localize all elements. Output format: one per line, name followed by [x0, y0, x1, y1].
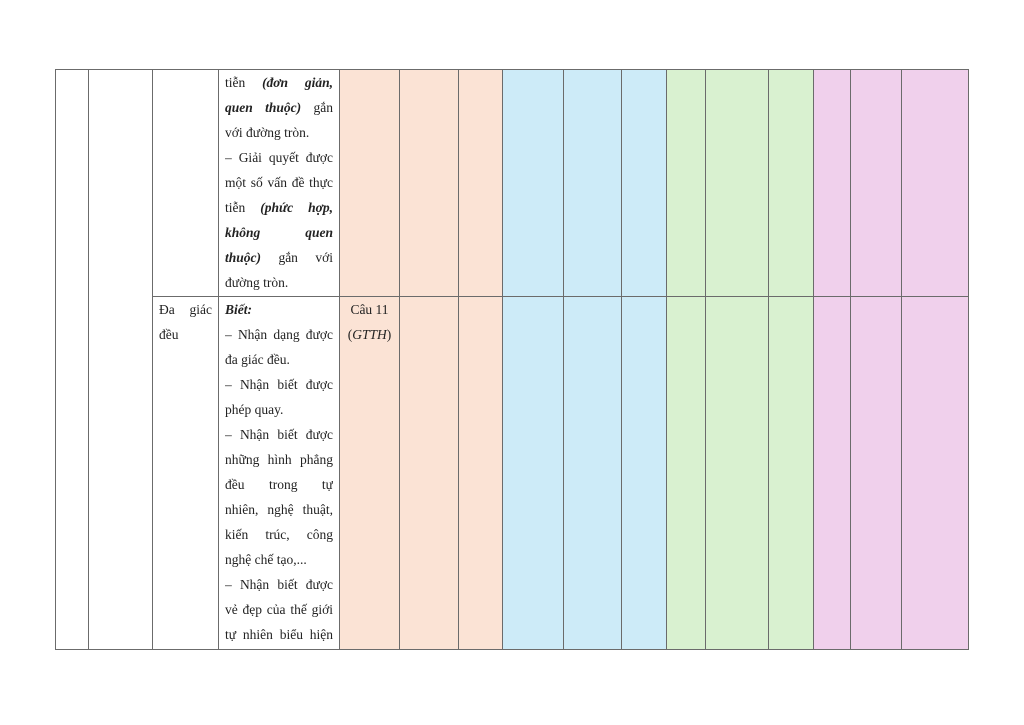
topic-title: Đa giác đều: [159, 302, 212, 342]
text-line: quen thuộc) gắn: [225, 100, 333, 115]
question-cell: [340, 297, 400, 650]
level-cell-recognize: [340, 70, 400, 297]
text-line: tiễn (đơn giản,: [225, 75, 333, 90]
text-line: tự nhiên biểu hiện: [225, 627, 333, 642]
text-line: nhiên, nghệ thuật,: [225, 502, 333, 517]
level-cell-recognize: [400, 297, 459, 650]
topic-cell: [153, 70, 219, 297]
requirement-text: [225, 70, 333, 295]
text-line: thuộc) gắn với: [225, 250, 333, 265]
level-cell-understand: [503, 297, 564, 650]
level-cell-recognize: [459, 297, 503, 650]
level-cell-understand: [622, 297, 667, 650]
col-chapter-cell: [89, 70, 153, 650]
text-line: một số vấn đề thực: [225, 175, 333, 190]
level-cell-understand: [622, 70, 667, 297]
text-line: Biết:: [225, 302, 252, 317]
text-line: vẻ đẹp của thế giới: [225, 602, 333, 617]
text-line: – Nhận biết được: [225, 377, 333, 392]
table-row: [56, 297, 969, 650]
level-cell-understand: [564, 297, 622, 650]
text-line: nghệ chế tạo,...: [225, 552, 307, 567]
level-cell-apply: [667, 70, 706, 297]
level-cell-advanced: [902, 70, 969, 297]
text-line: đường tròn.: [225, 275, 289, 290]
text-line: đa giác đều.: [225, 352, 290, 367]
level-cell-apply: [769, 297, 814, 650]
level-cell-apply: [706, 297, 769, 650]
specification-matrix-table: [55, 69, 969, 650]
level-cell-advanced: [814, 70, 851, 297]
text-line: – Giải quyết được: [225, 150, 333, 165]
text-line: kiến trúc, công: [225, 527, 333, 542]
level-cell-advanced: [851, 297, 902, 650]
requirement-description-cell: [219, 297, 340, 650]
text-line: với đường tròn.: [225, 125, 310, 140]
requirement-description-cell: [219, 70, 340, 297]
level-cell-advanced: [851, 70, 902, 297]
question-label: Câu 11: [350, 302, 389, 317]
level-cell-understand: [564, 70, 622, 297]
level-cell-apply: [667, 297, 706, 650]
text-line: – Nhận dạng được: [225, 327, 333, 342]
text-line: đều trong tự: [225, 477, 333, 492]
text-line: phép quay.: [225, 402, 284, 417]
level-cell-understand: [503, 70, 564, 297]
level-cell-recognize: [459, 70, 503, 297]
table-row: [56, 70, 969, 297]
text-line: không quen: [225, 225, 333, 240]
topic-cell: [153, 297, 219, 650]
text-line: – Nhận biết được: [225, 427, 333, 442]
level-cell-apply: [769, 70, 814, 297]
text-line: – Nhận biết được: [225, 577, 333, 592]
level-cell-recognize: [400, 70, 459, 297]
col-index-cell: [56, 70, 89, 650]
text-line: tiễn (phức hợp,: [225, 200, 333, 215]
level-cell-apply: [706, 70, 769, 297]
text-line: những hình phẳng: [225, 452, 333, 467]
question-code: (GTTH): [347, 327, 392, 342]
level-cell-advanced: [814, 297, 851, 650]
level-cell-advanced: [902, 297, 969, 650]
requirement-text: [225, 297, 333, 647]
